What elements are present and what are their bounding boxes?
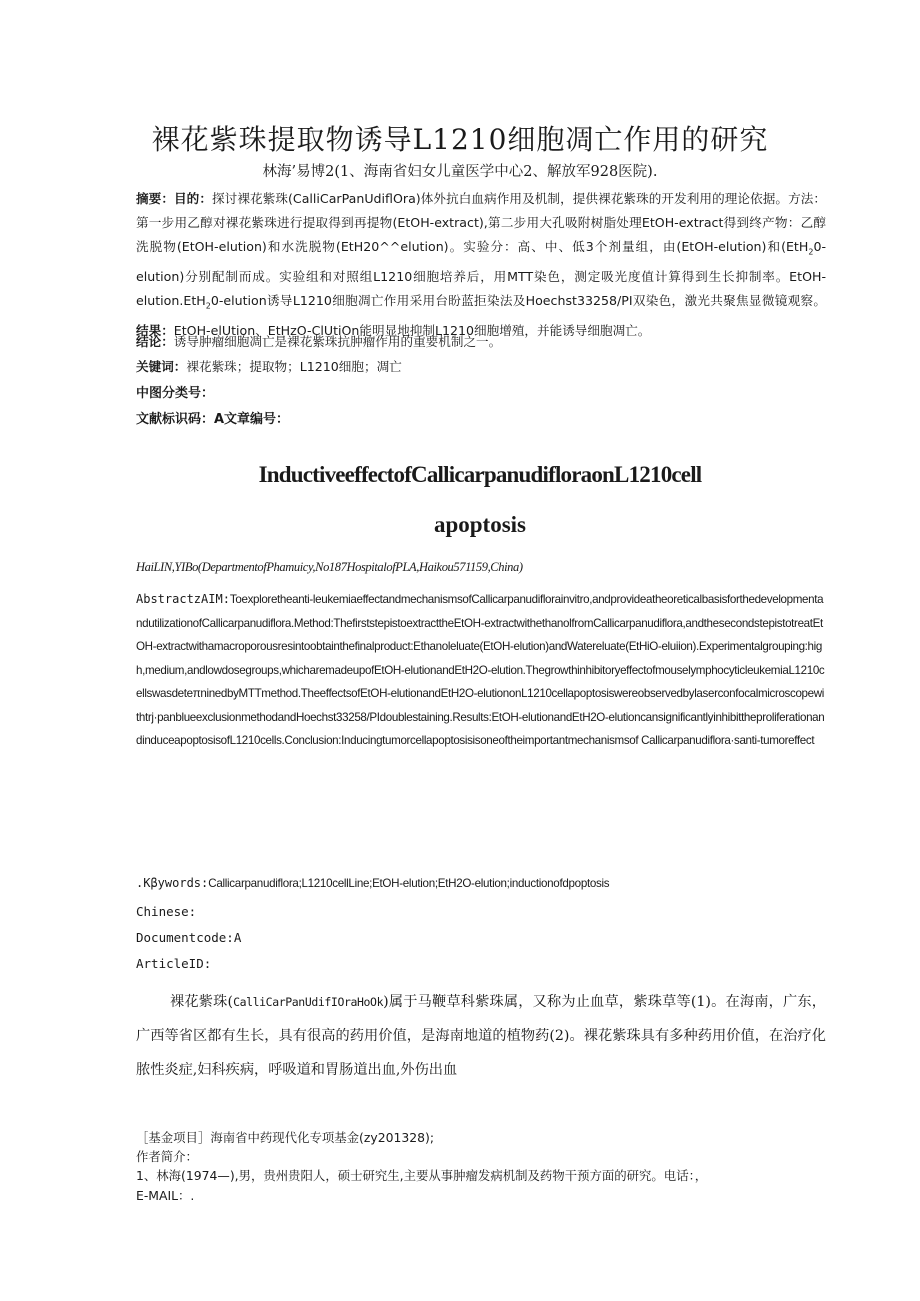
english-keywords bbox=[136, 876, 836, 890]
document-code: 文献标识码：A文章编号： bbox=[136, 412, 290, 427]
keywords-text: 裸花紫珠；提取物；L1210细胞；凋亡 bbox=[186, 359, 402, 374]
english-authors: HaiLIN,YIBo(DepartmentofPhamuicy,No187HospitalofPLA,Haikou571159,China) bbox=[136, 560, 523, 574]
footnote-author-intro: 作者简介： bbox=[136, 1149, 198, 1164]
chinese-abstract bbox=[136, 187, 826, 343]
english-title-line-2: apoptosis bbox=[433, 512, 527, 537]
conclusion-text: 诱导肿瘤细胞凋亡是裸花紫珠抗肿瘤作用的重要机制之一。 bbox=[173, 334, 502, 349]
result-label: 结果： bbox=[136, 323, 174, 339]
document-code-en: Documentcode:A bbox=[136, 930, 242, 945]
abstract-label: 摘要： bbox=[136, 191, 174, 206]
abstract-text-1: 探讨裸花紫珠(CalliCarPanUdiflOra)体外抗白血病作用及机制，提供裸花紫珠的开发利用的理论依据。方法：第一步用乙醇对裸花紫珠进行提取得到再提物(EtOH-extract),第二步用大孔吸附树脂处理EtOH-extract得到终产物：乙醇洗脱物(EtOH-elution)和水洗脱物(EtH20^^elution)。实验分：高、中、低3个剂量组，由(EtOH-elution)和(EtH bbox=[136, 191, 827, 255]
english-title-line-1: InductiveeffectofCallicarpanudifloraonL1210cell bbox=[258, 462, 702, 487]
article-id-en: ArticleID: bbox=[136, 956, 212, 971]
english-abstract-label: AbstractzAIM: bbox=[136, 592, 230, 606]
english-keywords-label: .Kβywords: bbox=[136, 876, 209, 890]
chinese-label-en: Chinese: bbox=[136, 904, 197, 919]
english-abstract-text: Toexploretheanti-leukemiaeffectandmechanismsofCallicarpanudiflorainvitro,andprovideatheoreticalbasisforthedevelopmentandutilizationofCallicarpanudiflora.Method:ThefirststepistoextracttheEtOH-extractwithethanolfromCallicarpanudiflora,andthesecondstepistotreatEtOH-extractwithamacroporousresintoobtainthefinalproduct:Ethanoleluate(EtOH-elution)andWatereluate(EtHiO-eluiion).Experimentalgrouping:high,medium,andlowdosegroups,whicharemadeupofEtOH-elutionandEtH2O-elution.ThegrowthinhibitoryeffectofmouselymphocyticleukemiaL1210cellswasdeteπninedbyMTTmethod.TheeffectsofEtOH-elutionandEtH2O-elutiononL1210cellapoptosiswereobservedbylaserconfocalmicroscopewithtrj·panblueexclusionmethodandHoechst33258/PIdoublestaining.Results:EtOH-elutionandEtH2O-elutioncansignificantlyinhibittheproliferationandinduceapoptosisofL1210cells.Conclusion:Inducingtumorcellapoptosisisoneoftheimportantmechanismsof Callicarpanudiflora·santi-tumoreffect bbox=[136, 593, 825, 747]
english-abstract bbox=[136, 588, 826, 753]
body-text-start: 裸花紫珠( bbox=[170, 994, 234, 1010]
conclusion-label: 结论： bbox=[136, 334, 174, 349]
abstract-text-3: 0-elution诱导L1210细胞凋亡作用采用台盼蓝拒染法及Hoechst33258/PI双染色，激光共聚焦显微镜观察。 bbox=[210, 293, 826, 309]
footnote-email: E-MAIL：. bbox=[136, 1188, 195, 1203]
footnote-fund: ［基金项目］海南省中药现代化专项基金(zy201328); bbox=[136, 1130, 435, 1145]
subscript-2: 2 bbox=[205, 301, 211, 311]
body-text-rest: )属于马鞭草科紫珠属，又称为止血草，紫珠草等(1)。在海南，广东，广西等省区都有生长，具有很高的药用价值，是海南地道的植物药(2)。裸花紫珠具有多种药用价值，在治疗化脓性炎症,妇科疾病，呼吸道和胃肠道出血,外伤出血 bbox=[136, 994, 826, 1078]
keywords-label: 关键词： bbox=[136, 359, 187, 374]
abstract-text-2: 0-elution)分别配制而成。实验组和对照组L1210细胞培养后，用MTT染色，测定吸光度值计算得到生长抑制率。EtOH-elution.EtH bbox=[136, 239, 826, 309]
chinese-authors: 林海’易博2(1、海南省妇女儿童医学中心2、解放军928医院). bbox=[262, 164, 658, 180]
english-keywords-text: Callicarpanudiflora;L1210cellLine;EtOH-elution;EtH2O-elution;inductionofdpoptosis bbox=[208, 877, 610, 890]
chinese-keywords bbox=[136, 356, 826, 375]
subscript-1: 2 bbox=[808, 247, 814, 257]
footnote-author-1: 1、林海(1974—),男，贵州贵阳人，硕士研究生,主要从事肿瘤发病机制及药物干预方面的研究。电话：， bbox=[136, 1168, 708, 1183]
body-paragraph bbox=[136, 985, 826, 1087]
chinese-title: 裸花紫珠提取物诱导L1210细胞凋亡作用的研究 bbox=[151, 123, 769, 156]
purpose-label: 目的： bbox=[174, 191, 212, 206]
clc-number: 中图分类号： bbox=[136, 386, 215, 401]
result-text: EtOH-elUtion、EtHzO-ClUtiOn能明显地抑制L1210细胞增殖，并能诱导细胞凋亡。 bbox=[173, 323, 651, 339]
conclusion-line bbox=[136, 330, 826, 354]
body-latin-name: CalliCarPanUdifIOraHoOk bbox=[233, 995, 384, 1009]
